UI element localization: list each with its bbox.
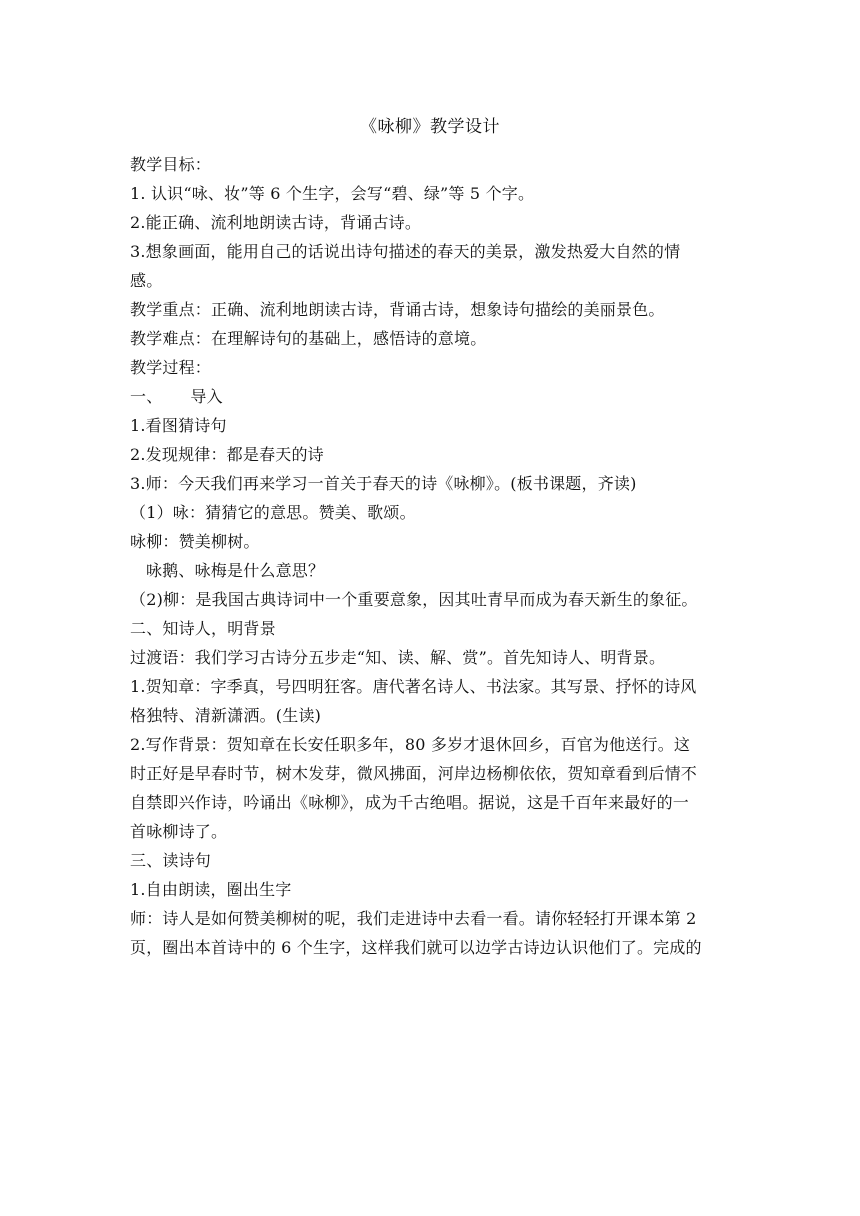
subitem-1-question: 咏鹅、咏梅是什么意思？ — [146, 561, 325, 580]
transition-text: 过渡语：我们学习古诗分五步走“知、读、解、赏”。首先知诗人、明背景。 — [130, 648, 666, 667]
teaching-focus: 教学重点：正确、流利地朗读古诗，背诵古诗，想象诗句描绘的美丽景色。 — [130, 300, 665, 319]
background-line-3: 自禁即兴作诗，吟诵出《咏柳》，成为千古绝唱。据说，这是千百年来最好的一 — [130, 793, 690, 812]
section-three-heading: 三、读诗句 — [130, 851, 212, 870]
subitem-1: （1）咏：猜猜它的意思。赞美、歌颂。 — [130, 503, 416, 522]
objective-2: 2.能正确、流利地朗读古诗，背诵古诗。 — [130, 213, 422, 232]
document-title: 《咏柳》教学设计 — [360, 117, 500, 137]
teacher-line-2: 页，圈出本首诗中的 6 个生字，这样我们就可以边学古诗边认识他们了。完成的 — [130, 938, 702, 957]
subitem-2: （2)柳：是我国古典诗词中一个重要意象，因其吐青早而成为春天新生的象征。 — [130, 590, 698, 609]
intro-step-2: 2.发现规律：都是春天的诗 — [130, 445, 324, 464]
section-two-heading: 二、知诗人，明背景 — [130, 619, 276, 638]
author-line-1: 1.贺知章：字季真，号四明狂客。唐代著名诗人、书法家。其写景、抒怀的诗风 — [130, 677, 697, 696]
background-line-4: 首咏柳诗了。 — [130, 822, 228, 841]
teaching-process-heading: 教学过程： — [130, 358, 212, 377]
author-line-2: 格独特、清新潇洒。(生读) — [130, 706, 322, 725]
teaching-difficulty: 教学难点：在理解诗句的基础上，感悟诗的意境。 — [130, 329, 487, 348]
section-one-heading — [130, 382, 730, 411]
background-line-1: 2.写作背景：贺知章在长安任职多年，80 多岁才退休回乡，百官为他送行。这 — [130, 735, 691, 754]
section-one-title: 导入 — [190, 387, 223, 406]
background-line-2: 时正好是早春时节，树木发芽，微风拂面，河岸边杨柳依依，贺知章看到后情不 — [130, 764, 698, 783]
document-body — [130, 150, 730, 962]
teacher-line-1: 师：诗人是如何赞美柳树的呢，我们走进诗中去看一看。请你轻轻打开课本第 2 — [130, 909, 697, 928]
intro-step-3: 3.师：今天我们再来学习一首关于春天的诗《咏柳》。(板书课题，齐读) — [130, 474, 637, 493]
objective-3-line-1: 3.想象画面，能用自己的话说出诗句描述的春天的美景，激发热爱大自然的情 — [130, 242, 681, 261]
intro-step-1: 1.看图猜诗句 — [130, 416, 227, 435]
objective-1: 1. 认识“咏、妆”等 6 个生字，会写“碧、绿”等 5 个字。 — [130, 184, 535, 203]
subitem-1-explain: 咏柳：赞美柳树。 — [130, 532, 260, 551]
reading-step-1: 1.自由朗读，圈出生字 — [130, 880, 292, 899]
objective-3-line-2: 感。 — [130, 271, 163, 290]
section-one-number: 一、 — [130, 387, 163, 406]
section-objectives-heading: 教学目标： — [130, 155, 212, 174]
